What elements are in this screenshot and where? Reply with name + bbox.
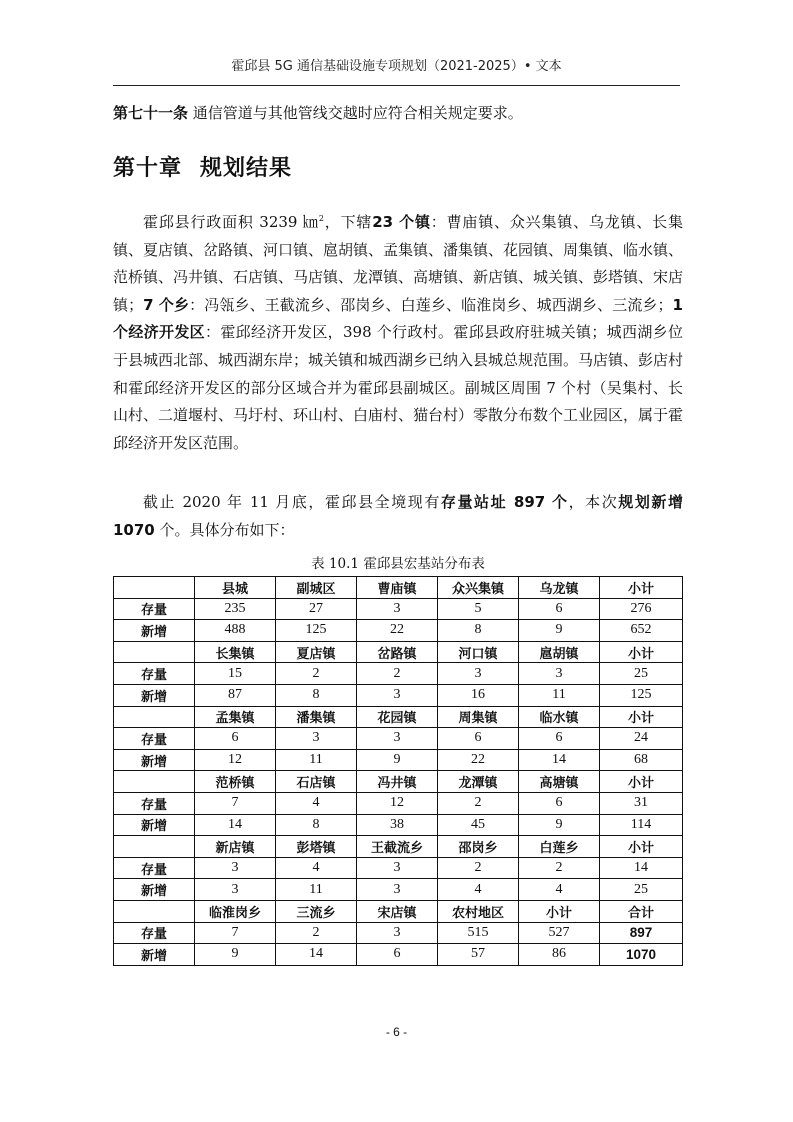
column-header-cell: 花园镇 [357,706,438,728]
para1-superscript: 2 [318,214,324,223]
table-corner-cell [114,706,195,728]
value-cell: 3 [195,857,276,879]
value-cell: 652 [600,620,683,642]
value-cell: 11 [276,749,357,771]
table-new-row [114,684,683,706]
column-header-cell: 众兴集镇 [438,577,519,599]
article-text: 通信管道与其他管线交越时应符合相关规定要求。 [188,104,523,122]
column-header-cell: 潘集镇 [276,706,357,728]
value-cell: 4 [276,857,357,879]
table-header-row [114,641,683,663]
para1-text-2: ，下辖 [323,213,373,231]
row-label-cell: 存量 [114,922,195,944]
paragraph-overview [113,205,683,457]
value-cell: 31 [600,792,683,814]
value-cell: 14 [519,749,600,771]
table-new-row [114,879,683,901]
table-new-row [114,944,683,966]
value-cell: 38 [357,814,438,836]
value-cell: 114 [600,814,683,836]
column-header-cell: 石店镇 [276,771,357,793]
para1-text-3: ：曹庙镇、众兴集镇、乌龙镇、长集镇、夏店镇、岔路镇、河口镇、扈胡镇、孟集镇、潘集镇、花园镇、周集镇、临水镇、范桥镇、冯井镇、石店镇、马店镇、龙潭镇、高塘镇、新店镇、城关镇、彭塔镇、宋店镇； [113,213,684,314]
column-header-cell: 河口镇 [438,641,519,663]
column-header-cell: 白莲乡 [519,836,600,858]
column-header-cell: 副城区 [276,577,357,599]
chapter-number: 第十章 [113,156,183,181]
para2-text-2: ，本次 [568,493,619,511]
table-corner-cell [114,577,195,599]
value-cell: 3 [357,728,438,750]
paragraph-summary [113,489,683,544]
value-cell: 22 [438,749,519,771]
base-station-table [113,576,683,966]
value-cell: 87 [195,684,276,706]
value-cell: 6 [519,728,600,750]
table-existing-row [114,792,683,814]
column-header-cell: 农村地区 [438,900,519,922]
value-cell: 11 [276,879,357,901]
column-header-cell: 王截流乡 [357,836,438,858]
column-header-cell: 彭塔镇 [276,836,357,858]
value-cell: 2 [519,857,600,879]
value-cell: 8 [276,814,357,836]
row-label-cell: 新增 [114,684,195,706]
column-header-cell: 乌龙镇 [519,577,600,599]
row-label-cell: 存量 [114,728,195,750]
value-cell: 9 [519,620,600,642]
para1-bold-towns: 23 个镇 [372,213,431,231]
value-cell: 488 [195,620,276,642]
value-cell: 24 [600,728,683,750]
column-header-cell: 长集镇 [195,641,276,663]
value-cell: 11 [519,684,600,706]
para1-bold-townships: 7 个乡 [143,295,190,314]
para1-text-1: 霍邱县行政面积 3239 ㎞ [143,213,319,231]
row-label-cell: 存量 [114,857,195,879]
column-header-cell: 县城 [195,577,276,599]
value-cell: 8 [276,684,357,706]
value-cell: 4 [276,792,357,814]
table-corner-cell [114,900,195,922]
value-cell: 276 [600,598,683,620]
column-header-cell: 小计 [600,836,683,858]
table-existing-row [114,857,683,879]
para1-bold-devzone: 1 个经济开发区 [113,295,683,342]
table-header-row [114,836,683,858]
row-label-cell: 存量 [114,598,195,620]
para2-text-1: 截止 2020 年 11 月底，霍邱县全境现有 [143,493,441,511]
para2-bold-existing: 存量站址 897 个 [440,493,569,511]
table-existing-row [114,663,683,685]
value-cell: 3 [357,598,438,620]
value-cell: 16 [438,684,519,706]
header-divider [113,85,680,86]
column-header-cell: 临淮岗乡 [195,900,276,922]
value-cell: 27 [276,598,357,620]
value-cell: 22 [357,620,438,642]
value-cell: 3 [438,663,519,685]
table-existing-row [114,598,683,620]
value-cell: 14 [600,857,683,879]
row-label-cell: 新增 [114,620,195,642]
table-new-row [114,749,683,771]
column-header-cell: 宋店镇 [357,900,438,922]
column-header-cell: 小计 [600,577,683,599]
value-cell: 6 [438,728,519,750]
value-cell: 45 [438,814,519,836]
table-new-row [114,814,683,836]
grand-total-cell: 897 [600,922,683,944]
table-header-row [114,577,683,599]
column-header-cell: 合计 [600,900,683,922]
column-header-cell: 孟集镇 [195,706,276,728]
table-existing-row [114,922,683,944]
table-corner-cell [114,836,195,858]
column-header-cell: 高塘镇 [519,771,600,793]
column-header-cell: 夏店镇 [276,641,357,663]
table-caption: 表 10.1 霍邱县宏基站分布表 [311,556,485,572]
row-label-cell: 新增 [114,944,195,966]
value-cell: 3 [357,684,438,706]
value-cell: 235 [195,598,276,620]
value-cell: 57 [438,944,519,966]
table-header-row [114,900,683,922]
value-cell: 2 [438,857,519,879]
value-cell: 14 [195,814,276,836]
value-cell: 2 [276,922,357,944]
value-cell: 3 [519,663,600,685]
value-cell: 9 [357,749,438,771]
value-cell: 6 [519,792,600,814]
chapter-title: 规划结果 [200,156,293,181]
value-cell: 125 [600,684,683,706]
column-header-cell: 邵岗乡 [438,836,519,858]
value-cell: 9 [519,814,600,836]
value-cell: 68 [600,749,683,771]
column-header-cell: 临水镇 [519,706,600,728]
value-cell: 4 [519,879,600,901]
row-label-cell: 新增 [114,749,195,771]
article-label: 第七十一条 [113,104,189,122]
value-cell: 7 [195,922,276,944]
column-header-cell: 小计 [600,771,683,793]
value-cell: 3 [195,879,276,901]
column-header-cell: 岔路镇 [357,641,438,663]
table-new-row [114,620,683,642]
row-label-cell: 存量 [114,663,195,685]
value-cell: 25 [600,879,683,901]
column-header-cell: 小计 [519,900,600,922]
table-corner-cell [114,641,195,663]
page-header: 霍邱县 5G 通信基础设施专项规划（2021-2025）• 文本 [231,59,562,74]
value-cell: 2 [357,663,438,685]
column-header-cell: 周集镇 [438,706,519,728]
value-cell: 3 [357,879,438,901]
para1-text-4: ：冯瓴乡、王截流乡、邵岗乡、白莲乡、临淮岗乡、城西湖乡、三流乡； [189,295,673,314]
column-header-cell: 龙潭镇 [438,771,519,793]
column-header-cell: 三流乡 [276,900,357,922]
value-cell: 515 [438,922,519,944]
grand-total-cell: 1070 [600,944,683,966]
value-cell: 5 [438,598,519,620]
value-cell: 7 [195,792,276,814]
chapter-heading [113,151,292,182]
value-cell: 3 [357,922,438,944]
value-cell: 25 [600,663,683,685]
value-cell: 86 [519,944,600,966]
value-cell: 12 [357,792,438,814]
column-header-cell: 冯井镇 [357,771,438,793]
table-corner-cell [114,771,195,793]
value-cell: 527 [519,922,600,944]
value-cell: 8 [438,620,519,642]
column-header-cell: 扈胡镇 [519,641,600,663]
value-cell: 6 [519,598,600,620]
column-header-cell: 小计 [600,641,683,663]
table-header-row [114,771,683,793]
value-cell: 4 [438,879,519,901]
value-cell: 6 [195,728,276,750]
row-label-cell: 新增 [114,814,195,836]
value-cell: 3 [276,728,357,750]
column-header-cell: 曹庙镇 [357,577,438,599]
column-header-cell: 小计 [600,706,683,728]
column-header-cell: 范桥镇 [195,771,276,793]
value-cell: 2 [438,792,519,814]
value-cell: 2 [276,663,357,685]
article-71 [113,101,683,125]
column-header-cell: 新店镇 [195,836,276,858]
table-header-row [114,706,683,728]
value-cell: 6 [357,944,438,966]
row-label-cell: 存量 [114,792,195,814]
value-cell: 125 [276,620,357,642]
value-cell: 14 [276,944,357,966]
value-cell: 9 [195,944,276,966]
value-cell: 3 [357,857,438,879]
para2-bold-new: 规划新增 1070 [113,493,683,539]
page-number: - 6 - [385,1025,408,1039]
para1-text-5: ：霍邱经济开发区，398 个行政村。霍邱县政府驻城关镇；城西湖乡位于县城西北部、城西湖东岸；城关镇和城西湖乡已纳入县城总规范围。马店镇、彭店村和霍邱经济开发区的部分区域合并为霍邱县副城区。副城区周围 7 个村（吴集村、长山村、二道堰村、马圩村、环山村、白庙村、猫台村）零散分布数个工业园区，属于霍邱经济开发区范围。 [113,323,684,452]
value-cell: 12 [195,749,276,771]
value-cell: 15 [195,663,276,685]
table-existing-row [114,728,683,750]
para2-text-3: 个。具体分布如下： [154,520,295,539]
row-label-cell: 新增 [114,879,195,901]
